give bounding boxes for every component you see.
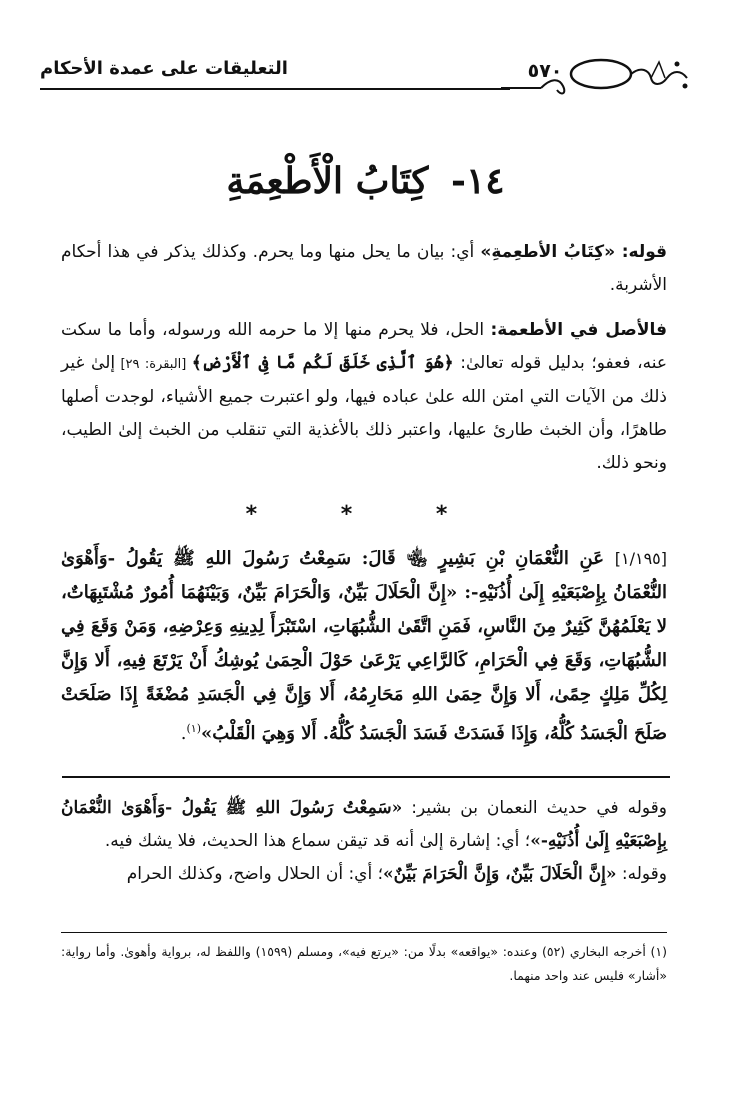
footnote-marker[interactable]: (١): [186, 722, 201, 735]
commentary-text: وقوله في حديث النعمان بن بشير:: [402, 798, 667, 818]
chapter-number: ١٤-: [450, 160, 505, 202]
principle-text: الحل، فلا يحرم منها إلا ما حرمه الله ورسوله، وأما ما سكت عنه، فعفو؛ بدليل قوله تعالىٰ:: [61, 320, 667, 373]
intro-text: أي: بيان ما يحل منها وما يحرم. وكذلك يذكر في هذا أحكام الأشربة.: [61, 242, 667, 295]
hadith-text: عَنِ النُّعْمَانِ بْنِ بَشِيرٍ ﵄ قَالَ: سَمِعْتُ رَسُولَ اللهِ ﷺ يَقُولُ -وَأَهْوَىٰ النُّعْمَانُ بِإِصْبَعَيْهِ إِلَىٰ أُذُنَيْهِ-: «إِنَّ الْحَلَالَ بَيِّنٌ، وَالْحَرَامَ بَيِّنٌ، وَبَيْنَهُمَا أُمُورٌ مُشْتَبِهَاتٌ، لا يَعْلَمُهُنَّ كَثِيرٌ مِنَ النَّاسِ، فَمَنِ اتَّقَىٰ الشُّبُهَاتِ، اسْتَبْرَأَ لِدِينِهِ وَعِرْضِهِ، وَمَنْ وَقَعَ فِي الشُّبُهَاتِ، وَقَعَ فِي الْحَرَامِ، كَالرَّاعِي يَرْعَىٰ حَوْلَ الْحِمَىٰ يُوشِكُ أَنْ يَرْتَعَ فِيهِ، أَلا وَإِنَّ لِكُلِّ مَلِكٍ حِمًىٰ، أَلا وَإِنَّ حِمَىٰ اللهِ مَحَارِمُهُ، أَلا وَإِنَّ فِي الْجَسَدِ مُضْغَةً إِذَا صَلَحَتْ صَلَحَ الْجَسَدُ كُلُّهُ، وَإِذَا فَسَدَتْ فَسَدَ الْجَسَدُ كُلُّهُ. أَلا وَهِيَ الْقَلْبُ»: [61, 548, 667, 744]
commentary-paragraph-1: [61, 792, 667, 858]
commentary-paragraph-2: [61, 858, 667, 891]
intro-paragraph-1: [61, 236, 667, 302]
chapter-title: كِتَابُ الْأَطْعِمَةِ: [226, 160, 429, 202]
divider: [62, 776, 670, 778]
hadith-block: [61, 542, 667, 751]
commentary-text: ؛ أي: إشارة إلىٰ أنه قد تيقن سماع هذا الحديث، فلا يشك فيه.: [104, 831, 531, 851]
running-header: [40, 48, 691, 98]
commentary-quote: «إِنَّ الْحَلَالَ بَيِّنٌ، وَإِنَّ الْحَرَامَ بَيِّنٌ»: [383, 864, 617, 884]
commentary-text: ؛ أي: أن الحلال واضح، وكذلك الحرام: [126, 864, 384, 884]
principle-lead: فالأصل في الأطعمة:: [490, 320, 668, 340]
quran-verse: ﴿هُوَ ٱلَّذِى خَلَقَ لَكُم مَّا فِى ٱلْأَرْضِ﴾: [191, 353, 454, 373]
commentary-block: [61, 792, 667, 891]
page-number: ٥٧٠: [527, 60, 563, 82]
intro-paragraph-2: [61, 314, 667, 480]
hadith-number: [١/١٩٥]: [614, 549, 667, 568]
chapter-heading: [0, 160, 731, 202]
intro-lead: قوله: «كِتَابُ الأطعِمةِ»: [480, 242, 667, 262]
footnote-rule: [61, 932, 667, 933]
section-separator: * * *: [245, 502, 486, 527]
commentary-quote: «سَمِعْتُ رَسُولَ اللهِ ﷺ يَقُولُ -وَأَهْوَىٰ النُّعْمَانُ بِإِصْبَعَيْهِ إِلَىٰ أُذُنَيْهِ-»: [61, 798, 667, 851]
principle-continuation: إلىٰ غير ذلك من الآيات التي امتن الله علىٰ عباده فيها، ولو اعتبرت جميع الأشياء، لوجدت أصلها طاهرًا، وأن الخبث طارئ عليها، واعتبر ذلك بالأغذية التي تنقلب من الخبث إلىٰ الطيب، ونحو ذلك.: [61, 353, 667, 473]
commentary-text: وقوله:: [616, 864, 667, 884]
hadith-end: .: [180, 723, 187, 744]
header-rule: [40, 88, 510, 90]
verse-reference: [البقرة: ٢٩]: [115, 357, 192, 372]
footnote: (١) أخرجه البخاري (٥٢) وعنده: «يواقعه» بدلًا من: «يرتع فيه»، ومسلم (١٥٩٩) واللفظ له، برواية وأهوىٰ. وأما رواية: «أشار» فليس عند واحد منهما.: [61, 944, 667, 983]
header-title: التعليقات على عمدة الأحكام: [40, 58, 288, 79]
